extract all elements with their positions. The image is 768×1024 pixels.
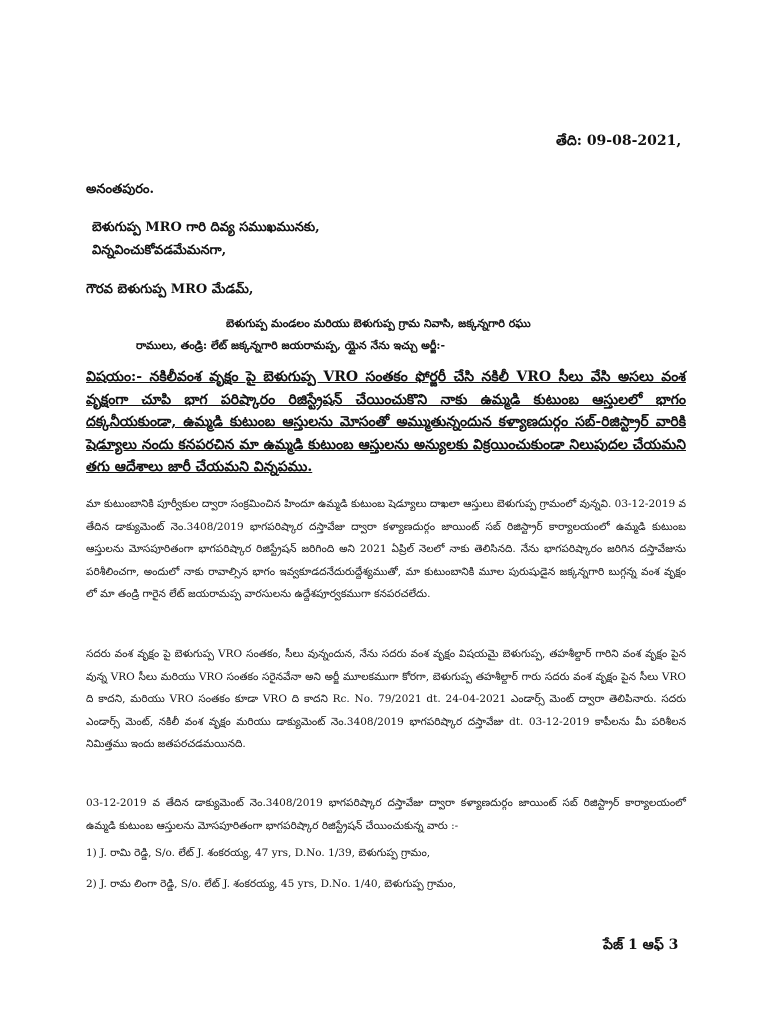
subject-paragraph: విషయం:- నకిలీవంశ వృక్షం పై బెళుగుప్ప VRO సంతకం ఫోర్జరీ చేసి నకిలీ VRO సీలు వేసి అసలు వంశ వృక్షంగా చూపి భాగ పరిష్కారం రిజిస్ట్రేషన్ చేయించుకొని నాకు ఉమ్మడి కుటుంబ ఆస్తులలో భాగం దక్కనీయకుండా, ఉమ్మడి కుటుంబ ఆస్తులను మోసంతో అమ్ముతున్నందున కళ్యాణదుర్గం సబ్-రిజిస్ట్రార్ వారికి షెడ్యూలు నందు కనపరచిన మా ఉమ్మడి కుటుంబ ఆస్తులను అన్యులకు విక్రయించుకుండా నిలుపుదల చేయమని తగు ఆదేశాలు జారీ చేయమని విన్నపము. [86, 369, 686, 475]
list-item: 2) J. రామ లింగా రెడ్డి, S/o. లేట్ J. శంకరయ్య, 45 yrs, D.No. 1/40, బెళుగుప్ప గ్రామం, [86, 878, 457, 890]
intro-line-1: బెళుగుప్ప మండలం మరియు బెళుగుప్ప గ్రామ నివాసి, జక్కన్నగారి రఘు [226, 317, 531, 330]
body-paragraph-1: మా కుటుంబానికి పూర్వీకుల ద్వారా సంక్రమించిన హిందూ ఉమ్మడి కుటుంబ షెడ్యూలు దాఖలా ఆస్తులు బెళుగుప్ప గ్రామంలో వున్నవి. 03-12-2019 వ తేదిన డాక్యుమెంట్ నెం.3408/2019 భాగపరిష్కార దస్తావేజు ద్వారా కళ్యాణదుర్గం జాయింట్ సబ్ రిజిస్ట్రార్ కార్యాలయంలో ఉమ్మడి కుటుంబ ఆస్తులను మోసపూరితంగా భాగపరిష్కార రిజిస్ట్రేషన్ జరిగింది అని 2021 ఏప్రిల్ నెలలో నాకు తెలిసినది. నేను భాగపరిష్కారం జరిగిన దస్తావేజును పరిశీలించగా, అందులో నాకు రావాల్సిన భాగం ఇవ్వకూడదనేదురుద్దేశ్యముతో, మా కుటుంబానికి మూల పురుషుడైన జక్కన్నగారి బుగ్గన్న వంశ వృక్షం లో మా తండ్రి గారైన లేట్ జయరామప్ప వారసులను ఉద్దేశపూర్వకముగా కనపరచలేదు. [86, 498, 686, 600]
address-line-2: విన్నవించుకోవడమేమనగా, [92, 243, 227, 258]
body-paragraph-3: 03-12-2019 వ తేదిన డాక్యుమెంట్ నెం.3408/2019 భాగపరిష్కార దస్తావేజు ద్వారా కళ్యాణదుర్గం జాయింట్ సబ్ రిజిస్ట్రార్ కార్యాలయంలో ఉమ్మడి కుటుంబ ఆస్తులను మోసపూరితంగా భాగపరిష్కార రిజిస్ట్రేషన్ చేయించుకున్న వారు :- [86, 797, 686, 832]
body-paragraph-2: సదరు వంశ వృక్షం పై బెళుగుప్ప VRO సంతకం, సీలు వున్నందున, నేను సదరు వంశ వృక్షం విషయమై బెళుగుప్ప, తహశీల్దార్ గారిని వంశ వృక్షం పైన వున్న VRO సీలు మరియు VRO సంతకం సరైనవేనా అని అర్జీ మూలకముగా కోరగా, బెళుగుప్ప తహశీల్దార్ గారు సదరు వంశ వృక్షం పైన సీలు VRO ది కాదని, మరియు VRO సంతకం కూడా VRO ది కాదని Rc. No. 79/2021 dt. 24-04-2021 ఎండార్స్ మెంట్ ద్వారా తెలిపినారు. సదరు ఎండార్స్ మెంట్, నకిలీ వంశ వృక్షం మరియు డాక్యుమెంట్ నెం.3408/2019 భాగపరిష్కార దస్తావేజు dt. 03-12-2019 కాపీలను మీ పరిశీలన నిమిత్తము ఇందు జతపరచడమయినది. [86, 648, 686, 750]
intro-line-2: రాములు, తండ్రి: లేట్ జక్కన్నగారి జయరామప్ప, య్లైన నేను ఇచ్చు అర్జీ:- [136, 339, 446, 352]
page-number: పేజ్ 1 ఆఫ్ 3 [603, 937, 679, 953]
list-item: 1) J. రామి రెడ్డి, S/o. లేట్ J. శంకరయ్య, 47 yrs, D.No. 1/39, బెళుగుప్ప గ్రామం, [86, 847, 431, 859]
salutation: గౌరవ బెళుగుప్ప MRO మేడమ్, [86, 282, 254, 297]
address-line-1: బెళుగుప్ప MRO గారి దివ్య సముఖమునకు, [92, 220, 320, 235]
place-name: అనంతపురం. [86, 182, 155, 197]
letter-date: తేది: 09-08-2021, [556, 133, 682, 149]
